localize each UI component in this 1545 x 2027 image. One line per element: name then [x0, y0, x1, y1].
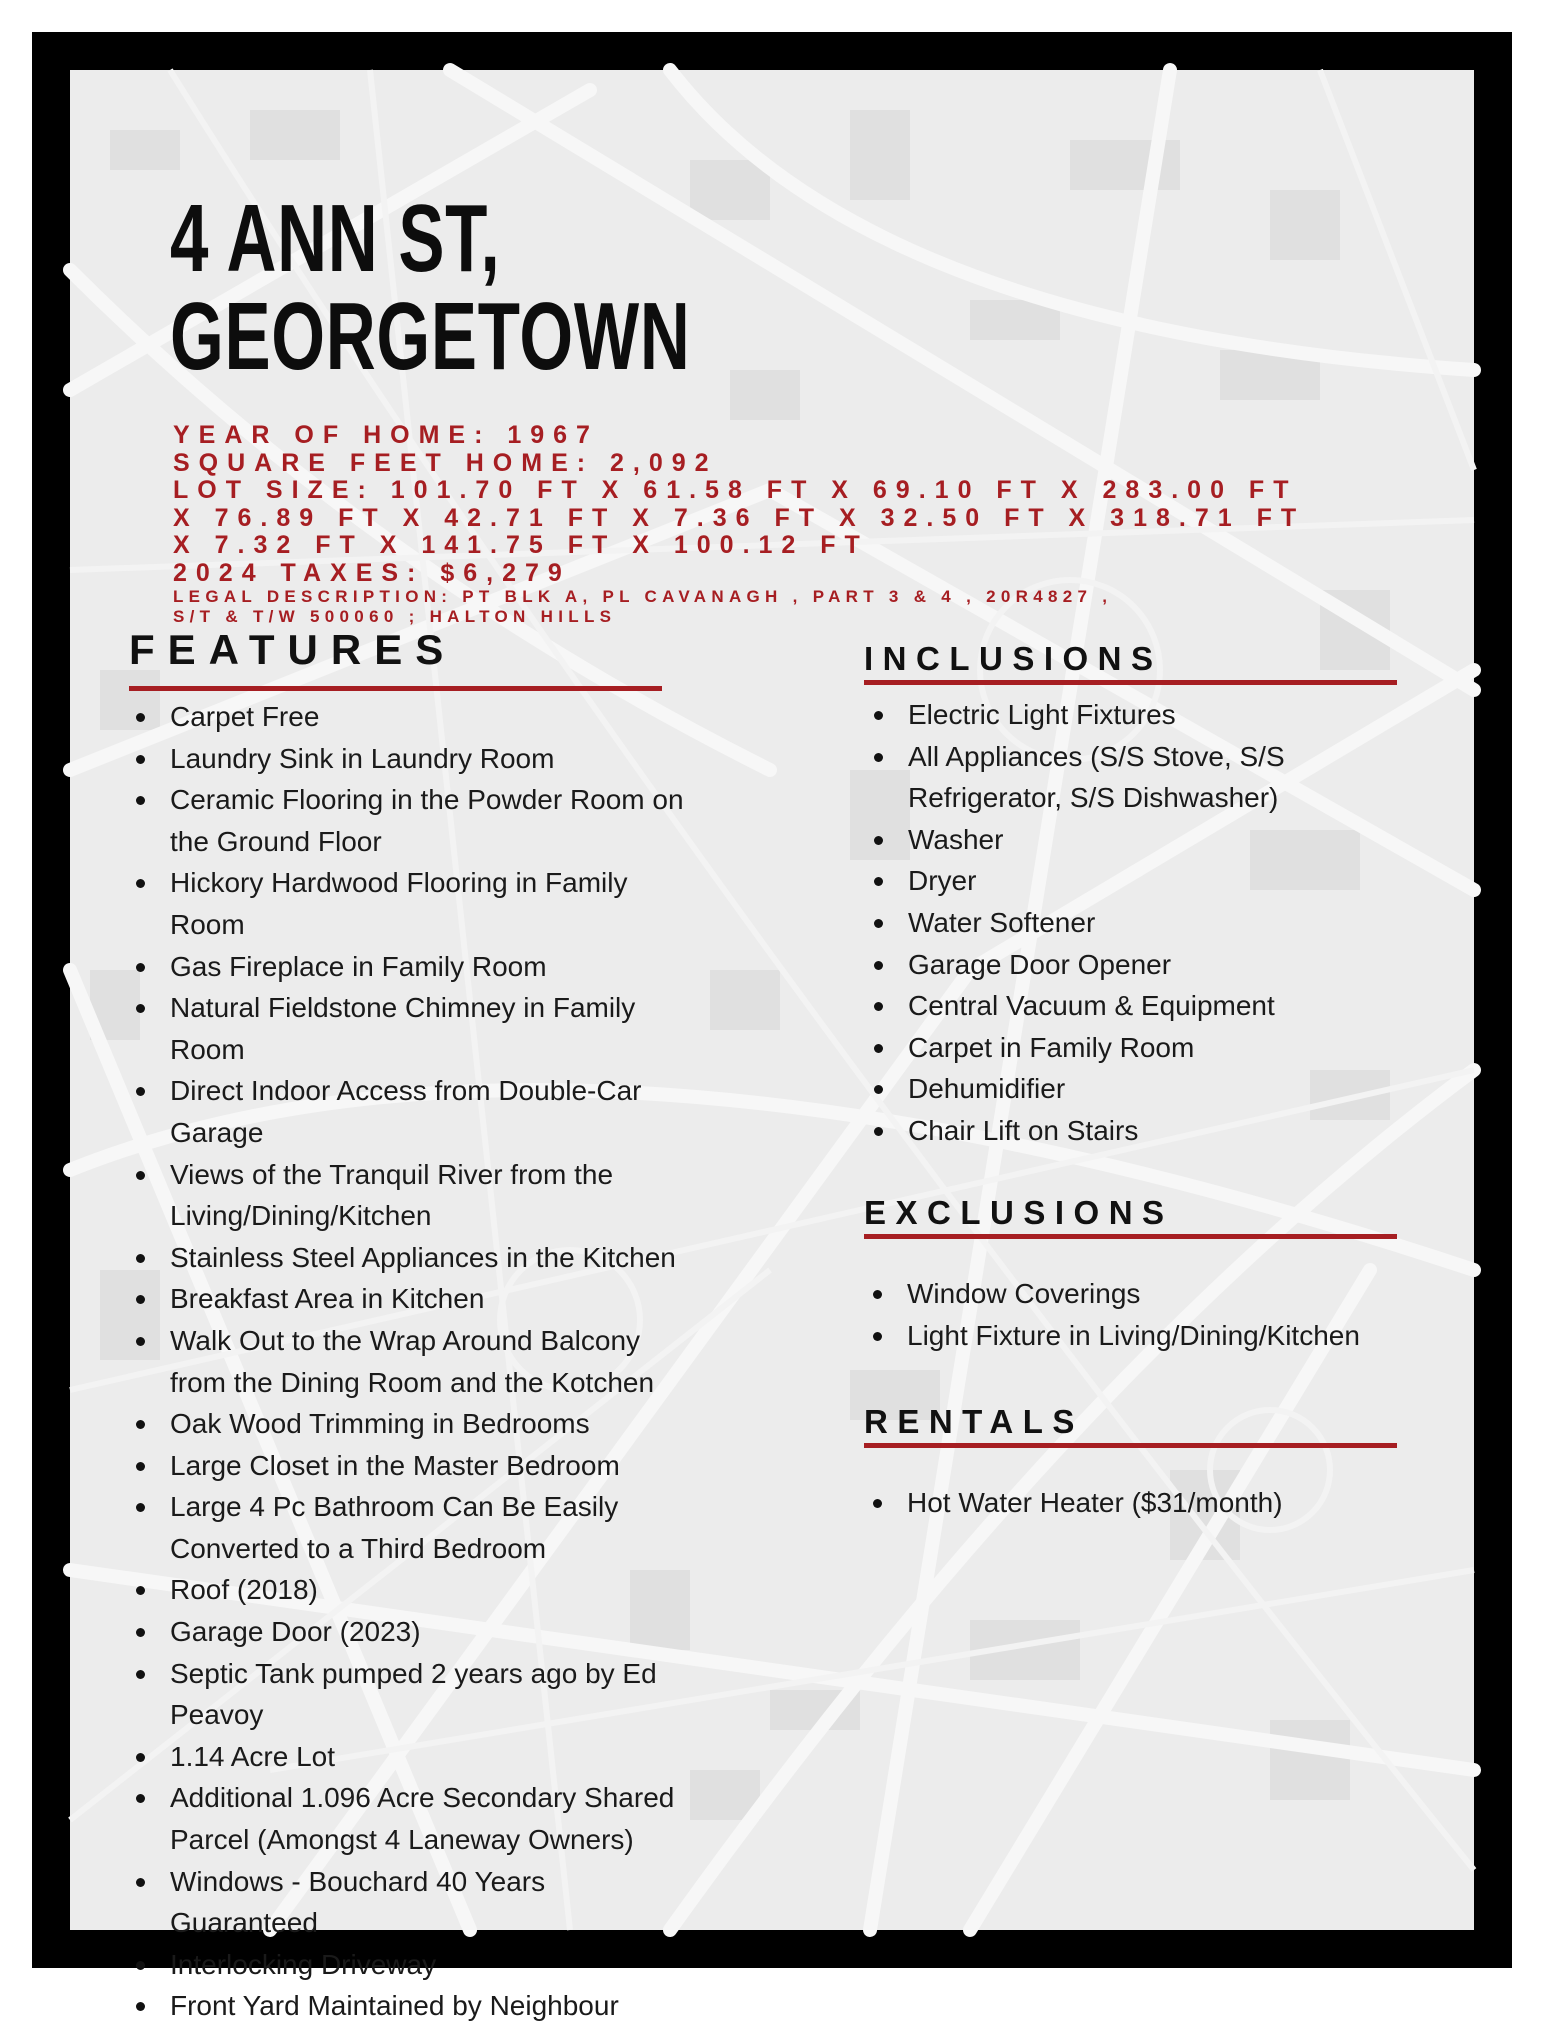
list-item: Breakfast Area in Kitchen: [129, 1278, 689, 1320]
brokerage-footer: KELLER WILLIAMS REAL ESTATE ASSOCIATES, Brokerage: [497, 1968, 1047, 1990]
list-item: Direct Indoor Access from Double-Car Garage: [129, 1070, 689, 1153]
list-item: Light Fixture in Living/Dining/Kitchen: [866, 1315, 1426, 1357]
taxes: 2024 TAXES: $6,279: [173, 558, 571, 587]
inclusions-heading: INCLUSIONS: [864, 640, 1163, 677]
list-item: Dryer: [867, 860, 1387, 902]
address-line-1: 4 ANN ST,: [170, 185, 501, 292]
list-item: Carpet Free: [129, 696, 689, 738]
lot-size-line-3: X 7.32 FT X 141.75 FT X 100.12 FT: [173, 531, 869, 559]
list-item: Window Coverings: [866, 1273, 1426, 1315]
list-item: Dehumidifier: [867, 1068, 1387, 1110]
list-item: Large 4 Pc Bathroom Can Be Easily Converted to a Third Bedroom: [129, 1486, 689, 1569]
list-item: Additional 1.096 Acre Secondary Shared Parcel (Amongst 4 Laneway Owners): [129, 1777, 689, 1860]
content: [70, 70, 1474, 2022]
list-item: Gas Fireplace in Family Room: [129, 946, 689, 988]
list-item: Hickory Hardwood Flooring in Family Room: [129, 862, 689, 945]
list-item: Oak Wood Trimming in Bedrooms: [129, 1403, 689, 1445]
list-item: Natural Fieldstone Chimney in Family Room: [129, 987, 689, 1070]
features-list: [129, 696, 689, 2027]
list-item: Front Yard Maintained by Neighbour: [129, 1985, 689, 2027]
list-item: Laundry Sink in Laundry Room: [129, 738, 689, 780]
list-item: Large Closet in the Master Bedroom: [129, 1445, 689, 1487]
features-heading: FEATURES: [129, 626, 457, 673]
year-of-home: YEAR OF HOME: 1967: [173, 421, 599, 449]
page-frame: [32, 32, 1512, 2022]
exclusions-heading: EXCLUSIONS: [864, 1194, 1174, 1231]
lot-size-line-1: LOT SIZE: 101.70 FT X 61.58 FT X 69.10 FT X 283.00 FT: [173, 476, 1298, 504]
list-item: Roof (2018): [129, 1569, 689, 1611]
list-item: All Appliances (S/S Stove, S/S Refrigerator, S/S Dishwasher): [867, 736, 1387, 819]
rentals-divider: [864, 1443, 1397, 1448]
list-item: Stainless Steel Appliances in the Kitchen: [129, 1237, 689, 1279]
list-item: Garage Door Opener: [867, 944, 1387, 986]
list-item: Windows - Bouchard 40 Years Guaranteed: [129, 1861, 689, 1944]
exclusions-list: [866, 1273, 1426, 1356]
list-item: Walk Out to the Wrap Around Balcony from the Dining Room and the Kotchen: [129, 1320, 689, 1403]
features-divider: [129, 686, 662, 691]
legal-description-line-2: S/T & T/W 500060 ; HALTON HILLS: [173, 607, 617, 626]
inclusions-list: [867, 694, 1387, 1152]
list-item: Carpet in Family Room: [867, 1027, 1387, 1069]
rentals-list: [866, 1482, 1426, 1524]
list-item: Hot Water Heater ($31/month): [866, 1482, 1426, 1524]
list-item: Septic Tank pumped 2 years ago by Ed Peavoy: [129, 1653, 689, 1736]
list-item: Electric Light Fixtures: [867, 694, 1387, 736]
square-feet: SQUARE FEET HOME: 2,092: [173, 448, 718, 477]
list-item: Central Vacuum & Equipment: [867, 985, 1387, 1027]
list-item: Chair Lift on Stairs: [867, 1110, 1387, 1152]
exclusions-divider: [864, 1234, 1397, 1239]
legal-description-line-1: LEGAL DESCRIPTION: PT BLK A, PL CAVANAGH , PART 3 & 4 , 20R4827 ,: [173, 587, 1113, 606]
lot-size-line-2: X 76.89 FT X 42.71 FT X 7.36 FT X 32.50 FT X 318.71 FT: [173, 503, 1306, 532]
property-address-title: [170, 185, 691, 390]
rentals-heading: RENTALS: [864, 1403, 1084, 1440]
list-item: Ceramic Flooring in the Powder Room on the Ground Floor: [129, 779, 689, 862]
list-item: Views of the Tranquil River from the Living/Dining/Kitchen: [129, 1154, 689, 1237]
list-item: Garage Door (2023): [129, 1611, 689, 1653]
list-item: 1.14 Acre Lot: [129, 1736, 689, 1778]
inclusions-divider: [864, 680, 1397, 685]
list-item: Washer: [867, 819, 1387, 861]
list-item: Water Softener: [867, 902, 1387, 944]
list-item: Interlocking Driveway: [129, 1944, 689, 1986]
address-line-2: GEORGETOWN: [170, 283, 691, 390]
property-facts: [173, 422, 1305, 627]
